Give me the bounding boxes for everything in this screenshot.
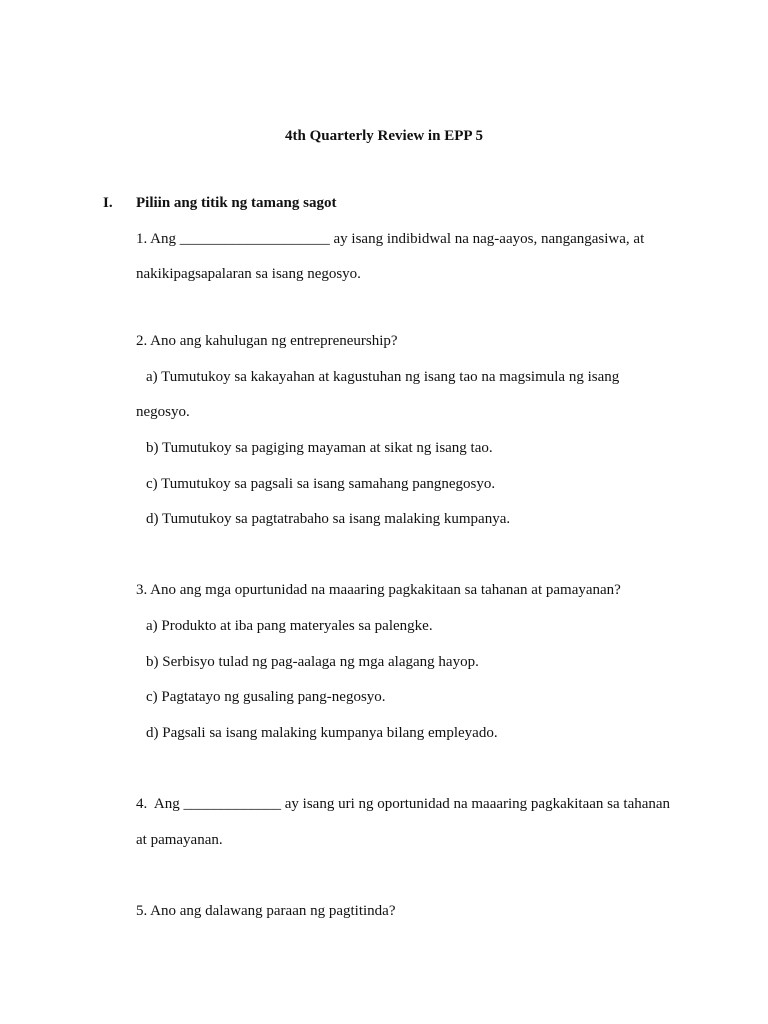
question-1-line-1: 1. Ang ____________________ ay isang indibidwal na nag-aayos, nangangasiwa, at	[136, 231, 645, 247]
question-3-option-d: d) Pagsali sa isang malaking kumpanya bilang empleyado.	[146, 725, 498, 741]
question-3-option-a: a) Produkto at iba pang materyales sa palengke.	[146, 618, 433, 634]
question-1-line-2: nakikipagsapalaran sa isang negosyo.	[136, 266, 361, 282]
question-2-option-a-cont: negosyo.	[136, 404, 190, 420]
question-3-option-b: b) Serbisyo tulad ng pag-aalaga ng mga alagang hayop.	[146, 654, 479, 670]
question-4-line-1: 4. Ang _____________ ay isang uri ng oportunidad na maaaring pagkakitaan sa tahanan	[136, 796, 671, 812]
section-number: I.	[103, 195, 113, 211]
document-title: 4th Quarterly Review in EPP 5	[285, 128, 483, 144]
question-2-option-a: a) Tumutukoy sa kakayahan at kagustuhan ng isang tao na magsimula ng isang	[146, 369, 620, 385]
question-4-line-2: at pamayanan.	[136, 832, 223, 848]
question-2-option-d: d) Tumutukoy sa pagtatrabaho sa isang malaking kumpanya.	[146, 511, 511, 527]
question-2-stem: 2. Ano ang kahulugan ng entrepreneurship?	[136, 333, 398, 349]
question-3-option-c: c) Pagtatayo ng gusaling pang-negosyo.	[146, 689, 386, 705]
question-2-option-c: c) Tumutukoy sa pagsali sa isang samahang pangnegosyo.	[146, 476, 496, 492]
section-heading: Piliin ang titik ng tamang sagot	[136, 195, 337, 211]
question-3-stem: 3. Ano ang mga opurtunidad na maaaring pagkakitaan sa tahanan at pamayanan?	[136, 582, 621, 598]
question-5-stem: 5. Ano ang dalawang paraan ng pagtitinda?	[136, 903, 396, 919]
question-2-option-b: b) Tumutukoy sa pagiging mayaman at sikat ng isang tao.	[146, 440, 493, 456]
